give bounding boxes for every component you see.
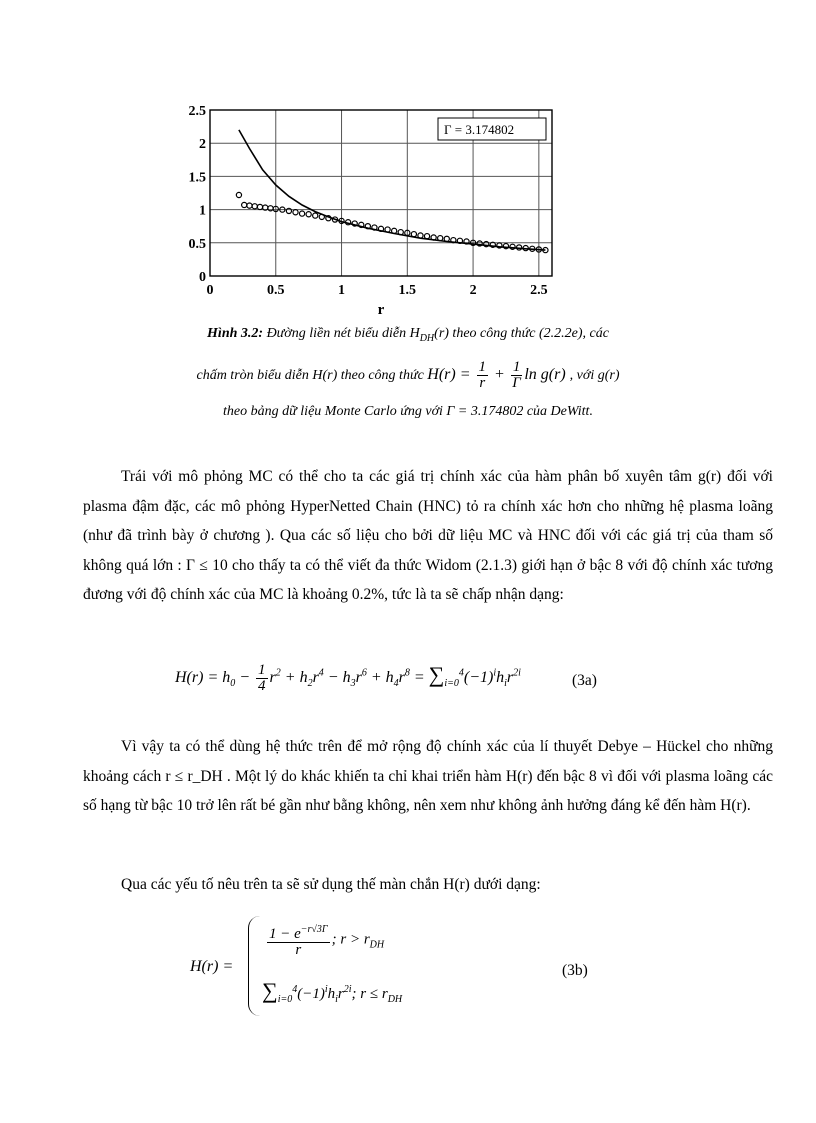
x-tick-label: 0.5 — [267, 283, 285, 298]
mc-data-point — [424, 234, 429, 239]
paragraph-2: Vì vậy ta có thể dùng hệ thức trên để mở rộng độ chính xác của lí thuyết Debye – Hückel cho những khoảng cách r ≤ r_DH . Một lý do khác khiến ta chỉ khai triển hàm H(r) đến bậc 8 vì đối với plasma loãng các số hạng từ bậc 10 trở lên rất bé gần như bằng không, nên xem như không ảnh hưởng đáng kể đến hàm H(r). — [83, 738, 773, 814]
mc-data-point — [293, 210, 298, 215]
mc-data-point — [257, 204, 262, 209]
equation-3a-label: (3a) — [572, 672, 597, 689]
x-tick-label: 1 — [338, 283, 346, 298]
equation-3a: $H(r) = h_0$ − $\frac{1}{4}$ $r^2 + h_2r^4 - h_3r^6 + h_4r^8 = \sum_{i=0}^4(-1)^ih_ir^{2i}$ — [175, 661, 521, 694]
mc-data-point — [444, 236, 449, 241]
caption-text-1-end: (r) theo công thức (2.2.2e), các — [434, 326, 609, 341]
equation-3b-case1: $\frac{1 - e^{-r√3\Gamma}}{r}$ ; $r > r_{DH}$ — [269, 924, 385, 958]
mc-data-point — [242, 202, 247, 207]
caption-text-2: chấm tròn biểu diễn H(r) theo công thức — [196, 368, 424, 384]
figure-caption-line3: theo bảng dữ liệu Monte Carlo ứng với Γ = 3.174802 của DeWitt. — [223, 404, 593, 419]
mc-data-point — [236, 192, 241, 197]
mc-data-point — [313, 213, 318, 218]
mc-data-point — [392, 228, 397, 233]
x-tick-label: 2 — [469, 283, 477, 298]
y-tick-label: 1.5 — [188, 170, 206, 186]
legend-text: Γ = 3.174802 — [444, 122, 515, 137]
mc-data-point — [252, 204, 257, 209]
y-tick-label: 0 — [199, 270, 206, 285]
x-tick-label: 0 — [206, 283, 214, 298]
mc-data-point — [247, 203, 252, 208]
y-tick-label: 1 — [199, 203, 206, 219]
y-tick-label: 2.5 — [188, 104, 206, 119]
hdh-chart — [160, 100, 570, 320]
figure-caption-line2 — [0, 360, 816, 391]
paragraph-3: Qua các yếu tố nêu trên ta sẽ sử dụng thế màn chắn H(r) dưới dạng: — [121, 876, 541, 893]
equation-3b-label: (3b) — [562, 962, 588, 979]
figure-caption-line1 — [0, 326, 816, 344]
equation-3b-lhs: H(r) = — [190, 958, 234, 975]
caption-text-2-end: , với g(r) — [569, 368, 620, 384]
mc-data-point — [418, 233, 423, 238]
caption-sub: DH — [419, 332, 435, 344]
caption-text-1: Đường liền nét biểu diễn H — [266, 326, 420, 341]
mc-data-point — [510, 244, 515, 249]
x-axis-label: r — [377, 302, 385, 318]
equation-3b-case2: $\sum_{i=0}^4(-1)^ih_ir^{2i}$; $r \le r_{DH}$ — [262, 978, 403, 1005]
mc-data-point — [306, 212, 311, 217]
mc-data-point — [299, 211, 304, 216]
y-tick-label: 0.5 — [188, 236, 206, 252]
equation-brace — [248, 916, 261, 1016]
paragraph-1: Trái với mô phỏng MC có thể cho ta các giá trị chính xác của hàm phân bố xuyên tâm g(r) đối với plasma đậm đặc, các mô phỏng HyperNetted Chain (HNC) tỏ ra chính xác hơn cho những hệ plasma loãng (như đã trình bày ở chương ). Qua các số liệu cho bởi dữ liệu MC và HNC đối với các giá trị của tham số không quá lớn : Γ ≤ 10 cho thấy ta có thể viết đa thức Widom (2.1.3) giới hạn ở bậc 8 với độ chính xác tương đương với độ chính xác của MC là khoảng 0.2%, tức là ta sẽ chấp nhận dạng: — [83, 468, 773, 603]
caption-formula: H(r) = $\frac{1}{r}$ + $\frac{1}{\Gamma}$ ln g(r) — [427, 359, 570, 391]
figure-label: Hình 3.2: — [207, 326, 264, 341]
y-tick-label: 2 — [199, 137, 206, 153]
x-tick-label: 2.5 — [530, 283, 548, 298]
x-tick-label: 1.5 — [398, 283, 417, 298]
mc-data-point — [385, 227, 390, 232]
mc-data-point — [411, 232, 416, 237]
